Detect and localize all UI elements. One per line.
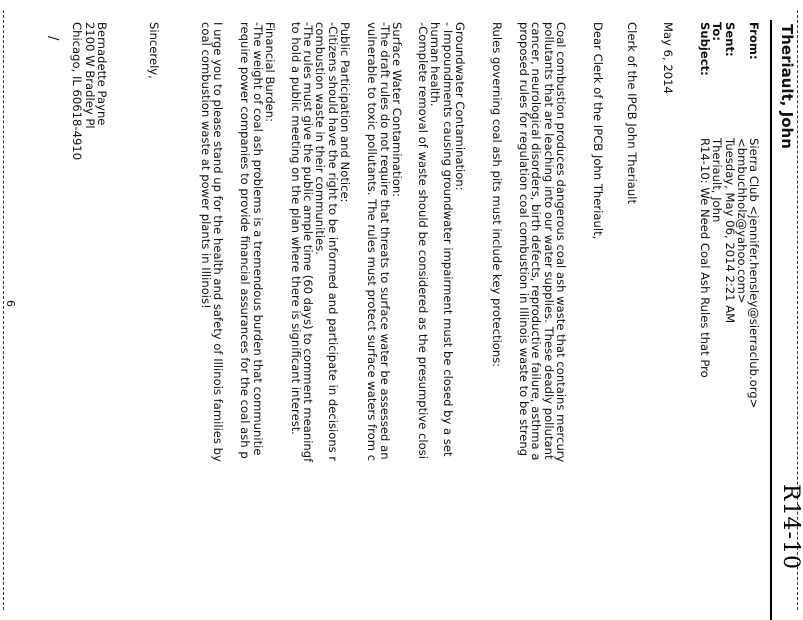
signature-block: [71, 22, 108, 614]
sender-name: Theriault, John: [778, 24, 796, 149]
from-value: Sierra Club <jennifer.hensley@sierraclub.org>: [747, 138, 761, 409]
closing-line: I urge you to please stand up for the health and safety of Illinois families by: [211, 22, 225, 462]
header-rule: [770, 20, 772, 620]
groundwater-section: [417, 22, 466, 614]
closing-paragraph: [199, 22, 224, 614]
to-label: To:: [710, 22, 724, 41]
subject-value: R14-10: We Need Coal Ash Rules that Pro: [698, 138, 712, 378]
section-line: - Impoundments causing groundwater impairment must be closed by a set: [440, 22, 455, 457]
to-value: Theriault, John: [710, 138, 724, 223]
section-line: -The draft rules do not require that threats to surface water be assessed an: [377, 22, 392, 460]
signoff: Sincerely,: [147, 22, 161, 79]
recipient-line: Clerk of the IPCB John Theriault: [625, 22, 639, 204]
section-line: human health.: [428, 22, 443, 107]
section-line: require power companies to provide financial assurances for the coal ash p: [238, 22, 253, 459]
sent-value: Tuesday, May 06, 2014 2:21 AM: [723, 138, 737, 324]
section-heading: Public Participation and Notice:: [338, 22, 352, 203]
section-line: combustion waste in their communities.: [313, 22, 328, 255]
section-heading: Surface Water Contamination:: [390, 22, 404, 198]
from-value-cont: <bmbuchholz@yahoo.com>: [735, 138, 749, 304]
signer-name: Bernadette Payne: [95, 22, 109, 126]
section-line: -The weight of coal ash problems is a tremendous burden that communitie: [250, 22, 265, 456]
signer-city: Chicago, IL 60618-4910: [70, 22, 85, 161]
intro-line: Coal combustion produces dangerous coal ash waste that contains mercury: [554, 22, 568, 463]
intro-line: cancer, neurological disorders, birth defects, reproductive failure, asthma a: [529, 22, 544, 461]
financial-burden-section: [239, 22, 276, 614]
section-line: vulnerable to toxic pollutants. The rules must protect surface waters from c: [365, 22, 380, 462]
docket-id: R14-10: [778, 484, 803, 570]
section-heading: Groundwater Contamination:: [453, 22, 467, 191]
public-participation-section: [290, 22, 351, 614]
key-protections-line: Rules governing coal ash pits must include key protections:: [490, 22, 504, 368]
intro-line: proposed rules for regulation coal combustion in Illinois waste to be streng: [517, 22, 532, 457]
salutation: Dear Clerk of the IPCB John Theriault,: [591, 22, 605, 240]
surface-water-section: [366, 22, 403, 614]
scan-edge-bottom: [3, 10, 4, 610]
section-line: -Citizens should have the right to be informed and participate in decisions r: [325, 22, 340, 462]
scan-mark: /: [45, 36, 60, 41]
closing-line: coal combustion waste at power plants in Illinois!: [198, 22, 213, 309]
sent-label: Sent:: [723, 22, 737, 57]
from-label: From:: [747, 22, 761, 60]
intro-line: pollutants that are leaching into our water supplies. These deadly pollutant: [541, 22, 556, 460]
letter-date: May 6, 2014: [661, 22, 675, 94]
section-line: to hold a public meeting on the plan where there is significant interest.: [288, 22, 303, 435]
signer-street: 2100 W Bradley Pl: [82, 22, 97, 129]
section-line: -Complete removal of waste should be considered as the presumptive closi: [416, 22, 431, 460]
page-number: 6: [4, 300, 17, 307]
subject-label: Subject:: [698, 22, 712, 76]
section-line: -The rules must give the public ample time (60 days) to comment meaningf: [301, 22, 316, 463]
intro-paragraph: [518, 22, 567, 614]
section-heading: Financial Burden:: [263, 22, 277, 123]
